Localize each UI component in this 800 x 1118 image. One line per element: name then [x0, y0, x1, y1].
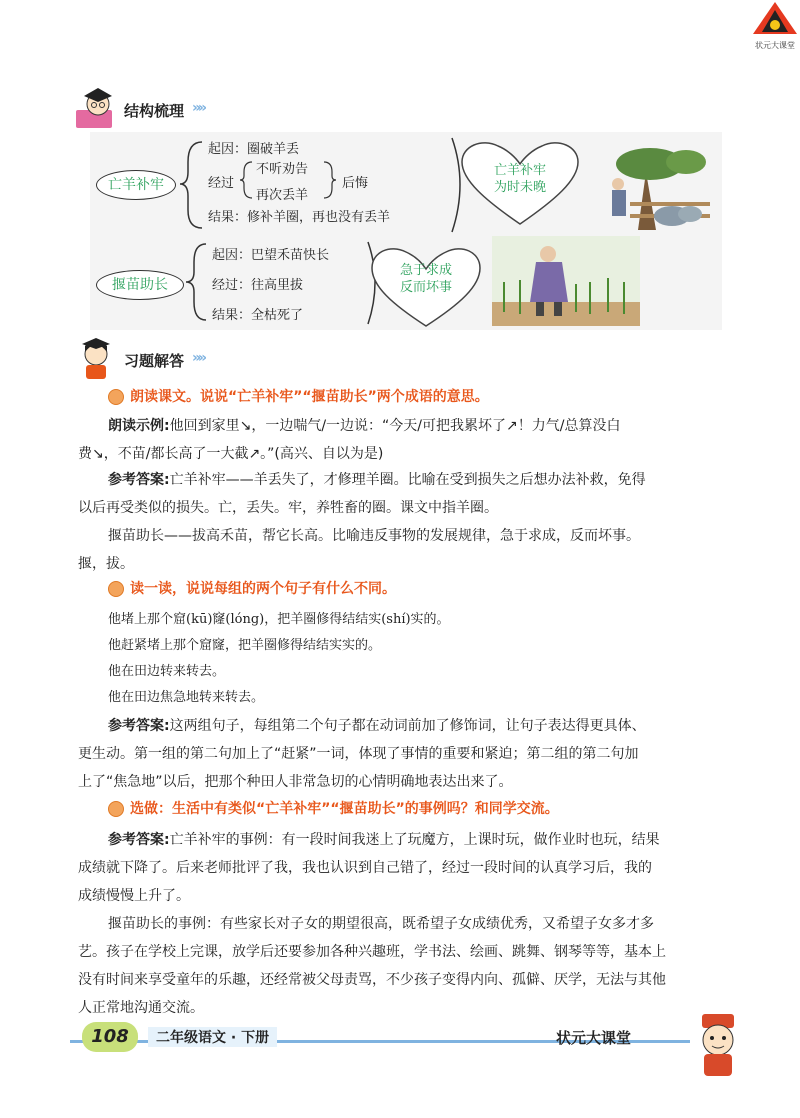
q2-answer-line2: 更生动。第一组的第二句加上了“赶紧”一词，体现了事情的重要和紧迫；第二组的第二句加: [78, 746, 639, 762]
q1-answer-line3: 揠苗助长——拔高禾苗，帮它长高。比喻违反事物的发展规律，急于求成，反而坏事。: [108, 528, 640, 544]
idiom2-process: 经过：往高里拔: [212, 278, 304, 293]
structure-diagram: [90, 132, 722, 330]
logo-emblem-icon: [750, 0, 800, 36]
q2-sentence-1: 他堵上那个窟(kū)窿(lóng)，把羊圈修得结结实(shí)实的。: [108, 612, 450, 627]
idiom1-cause: 起因：圈破羊丢: [208, 142, 300, 157]
footer-brand: 状元大课堂: [556, 1029, 632, 1047]
page-number: 108: [91, 1026, 129, 1047]
q2-answer: 参考答案:这两组句子，每组第二个句子都在动词前加了修饰词，让句子表达得更具体、: [108, 718, 646, 734]
q3-answer-line6: 没有时间来享受童年的乐趣，还经常被父母责骂，不少孩子变得内向、孤僻、厌学，无法与其他: [78, 972, 666, 988]
corner-logo-text: 状元大课堂: [755, 41, 795, 50]
idiom1-process-a: 不听劝告: [256, 162, 309, 177]
q3-answer: 参考答案:亡羊补牢的事例：有一段时间我迷上了玩魔方，上课时玩，做作业时也玩，结果: [108, 832, 660, 848]
scholar-mascot-icon: [688, 1014, 748, 1078]
idiom1-process-result: 后悔: [342, 176, 369, 191]
heart2-text: 急于求成 反而坏事: [399, 263, 452, 295]
idiom2-result: 结果：全枯死了: [212, 308, 304, 323]
q2-sentence-3: 他在田边转来转去。: [108, 664, 226, 679]
q3-answer-line2: 成绩就下降了。后来老师批评了我，我也认识到自己错了，经过一段时间的认真学习后，我的: [78, 860, 652, 876]
section-title-structure: 结构梳理: [124, 102, 185, 120]
q1-answer-line4: 揠，拔。: [78, 556, 134, 572]
idiom-oval-wangyang: 亡羊补牢: [96, 170, 176, 200]
student-mascot-icon: [76, 338, 116, 380]
farmer-illustration: [492, 236, 640, 326]
question-2: 读一读，说说每组的两个句子有什么不同。: [108, 578, 396, 598]
footer-mascot: [688, 1014, 748, 1082]
question-number-icon: [108, 389, 124, 405]
idiom1-process-label: 经过: [208, 176, 235, 191]
idiom-oval-yamiao: 揠苗助长: [96, 270, 184, 300]
q3-answer-line3: 成绩慢慢上升了。: [78, 888, 190, 904]
q3-answer-line5: 艺。孩子在学校上完课，放学后还要参加各种兴趣班，学书法、绘画、跳舞、钢琴等等，基本上: [78, 944, 666, 960]
q2-answer-line3: 上了“焦急地”以后，把那个种田人非常急切的心情明确地表达出来了。: [78, 774, 513, 790]
q1-example-cont: 费↘，不苗/都长高了一大截↗。”(高兴、自以为是): [78, 446, 384, 462]
diagram-brackets: [90, 132, 722, 330]
idiom1-result: 结果：修补羊圈，再也没有丢羊: [208, 210, 391, 225]
chevron-right-icon: »»: [192, 100, 205, 116]
question-3: 选做：生活中有类似“亡羊补牢”“揠苗助长”的事例吗？和同学交流。: [108, 798, 559, 818]
idiom1-process-b: 再次丢羊: [256, 188, 309, 203]
question-1: 朗读课文。说说“亡羊补牢”“揠苗助长”两个成语的意思。: [108, 386, 489, 406]
footer-book-title: 二年级语文 · 下册: [148, 1027, 277, 1047]
shepherd-illustration: [610, 148, 718, 232]
question-number-icon: [108, 801, 124, 817]
section-header-structure: [74, 88, 120, 134]
reader-mascot-icon: [74, 88, 120, 130]
section-title-exercises: 习题解答: [124, 352, 185, 370]
q3-answer-line7: 人正常地沟通交流。: [78, 1000, 204, 1016]
corner-logo: [750, 0, 800, 50]
idiom2-cause: 起因：巴望禾苗快长: [212, 248, 330, 263]
q1-answer: 参考答案:亡羊补牢——羊丢失了，才修理羊圈。比喻在受到损失之后想办法补救，免得: [108, 472, 646, 488]
q2-sentence-4: 他在田边焦急地转来转去。: [108, 690, 265, 705]
question-number-icon: [108, 581, 124, 597]
section-header-exercises: [76, 338, 116, 384]
q3-answer-line4: 揠苗助长的事例：有些家长对子女的期望很高，既希望子女成绩优秀，又希望子女多才多: [108, 916, 654, 932]
chevron-right-icon: »»: [192, 350, 205, 366]
heart1-text: 亡羊补牢 为时未晚: [493, 163, 546, 195]
q2-sentence-2: 他赶紧堵上那个窟窿，把羊圈修得结结实实的。: [108, 638, 382, 653]
q1-answer-line2: 以后再受类似的损失。亡，丢失。牢，养牲畜的圈。课文中指羊圈。: [78, 500, 498, 516]
q1-example: 朗读示例:他回到家里↘，一边喘气/一边说：“今天/可把我累坏了↗！力气/总算没白: [108, 418, 621, 434]
page-number-badge: [82, 1022, 138, 1052]
